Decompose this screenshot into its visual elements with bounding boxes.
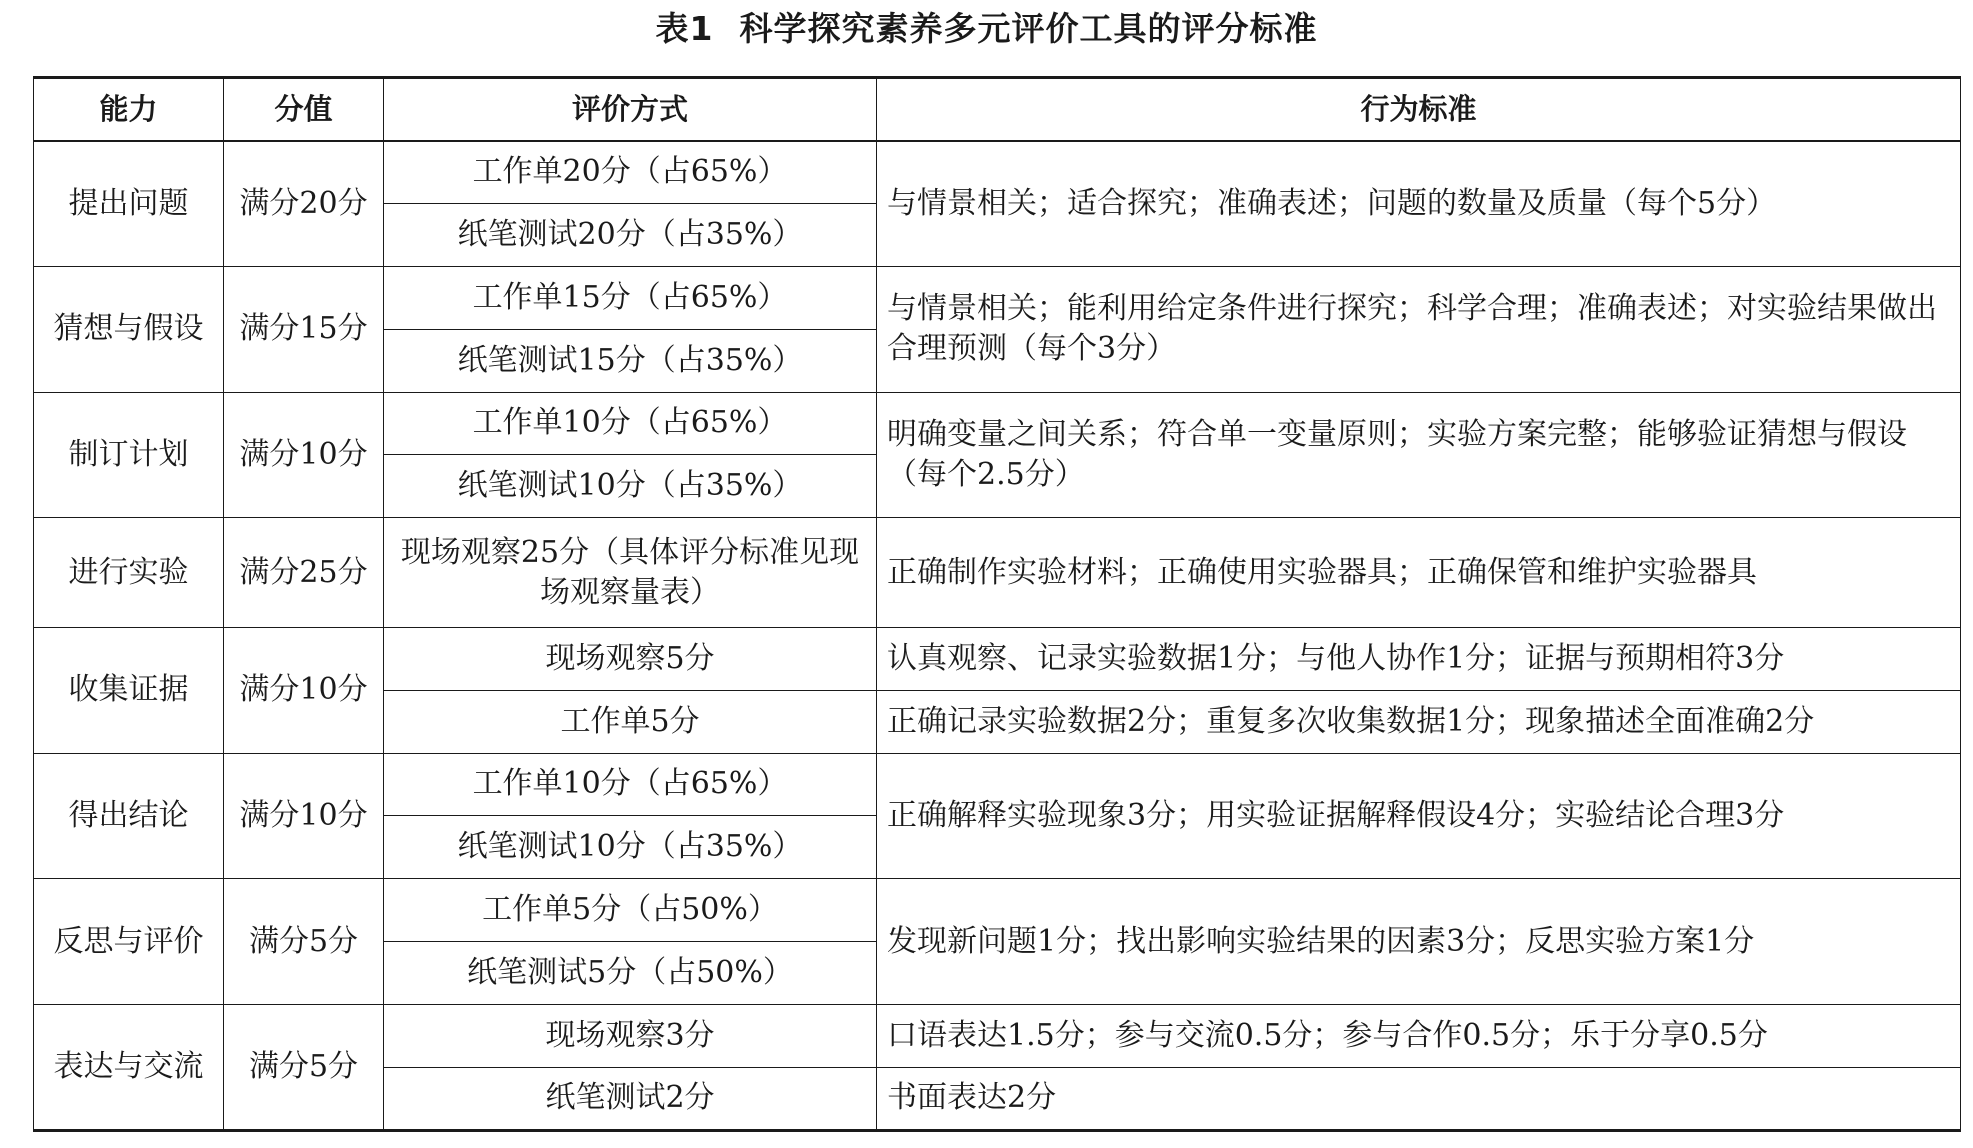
table-row — [34, 392, 1961, 455]
table-number: 表1 — [655, 9, 714, 48]
ability-cell: 得出结论 — [34, 753, 224, 879]
header-row — [34, 78, 1961, 141]
method-cell: 纸笔测试2分 — [384, 1067, 877, 1130]
table-row — [34, 627, 1961, 690]
ability-cell: 提出问题 — [34, 141, 224, 267]
method-cell: 现场观察5分 — [384, 627, 877, 690]
table-row — [34, 753, 1961, 816]
score-cell: 满分5分 — [224, 879, 384, 1005]
table-row — [34, 141, 1961, 204]
ability-cell: 收集证据 — [34, 627, 224, 753]
method-cell: 工作单10分（占65%） — [384, 392, 877, 455]
criteria-cell: 发现新问题1分；找出影响实验结果的因素3分；反思实验方案1分 — [877, 879, 1961, 1005]
method-cell: 工作单10分（占65%） — [384, 753, 877, 816]
score-cell: 满分20分 — [224, 141, 384, 267]
ability-cell: 进行实验 — [34, 518, 224, 628]
score-cell: 满分10分 — [224, 392, 384, 518]
criteria-cell: 认真观察、记录实验数据1分；与他人协作1分；证据与预期相符3分 — [877, 627, 1961, 690]
header-ability: 能力 — [34, 78, 224, 141]
criteria-cell: 书面表达2分 — [877, 1067, 1961, 1130]
criteria-cell: 正确解释实验现象3分；用实验证据解释假设4分；实验结论合理3分 — [877, 753, 1961, 879]
method-cell: 现场观察3分 — [384, 1005, 877, 1068]
criteria-cell: 与情景相关；能利用给定条件进行探究；科学合理；准确表述；对实验结果做出合理预测（每个3分） — [877, 266, 1961, 392]
score-cell: 满分10分 — [224, 627, 384, 753]
table-row — [34, 266, 1961, 329]
method-cell: 纸笔测试10分（占35%） — [384, 455, 877, 518]
method-cell: 纸笔测试5分（占50%） — [384, 942, 877, 1005]
ability-cell: 制订计划 — [34, 392, 224, 518]
method-cell: 工作单5分 — [384, 690, 877, 753]
table-row — [34, 879, 1961, 942]
ability-cell: 表达与交流 — [34, 1005, 224, 1131]
header-score: 分值 — [224, 78, 384, 141]
method-cell: 工作单15分（占65%） — [384, 266, 877, 329]
table-row — [34, 1005, 1961, 1068]
ability-cell: 反思与评价 — [34, 879, 224, 1005]
criteria-cell: 正确制作实验材料；正确使用实验器具；正确保管和维护实验器具 — [877, 518, 1961, 628]
method-cell: 现场观察25分（具体评分标准见现场观察量表） — [384, 518, 877, 628]
table-title: 科学探究素养多元评价工具的评分标准 — [739, 9, 1318, 48]
score-cell: 满分5分 — [224, 1005, 384, 1131]
method-cell: 纸笔测试20分（占35%） — [384, 203, 877, 266]
score-cell: 满分25分 — [224, 518, 384, 628]
scoring-rubric-table — [33, 76, 1961, 1132]
table-row — [34, 518, 1961, 628]
ability-cell: 猜想与假设 — [34, 266, 224, 392]
header-criteria: 行为标准 — [877, 78, 1961, 141]
table-caption — [0, 6, 1973, 52]
criteria-cell: 口语表达1.5分；参与交流0.5分；参与合作0.5分；乐于分享0.5分 — [877, 1005, 1961, 1068]
score-cell: 满分15分 — [224, 266, 384, 392]
criteria-cell: 正确记录实验数据2分；重复多次收集数据1分；现象描述全面准确2分 — [877, 690, 1961, 753]
score-cell: 满分10分 — [224, 753, 384, 879]
method-cell: 工作单5分（占50%） — [384, 879, 877, 942]
method-cell: 工作单20分（占65%） — [384, 141, 877, 204]
method-cell: 纸笔测试15分（占35%） — [384, 329, 877, 392]
criteria-cell: 与情景相关；适合探究；准确表述；问题的数量及质量（每个5分） — [877, 141, 1961, 267]
criteria-cell: 明确变量之间关系；符合单一变量原则；实验方案完整；能够验证猜想与假设（每个2.5分） — [877, 392, 1961, 518]
header-method: 评价方式 — [384, 78, 877, 141]
method-cell: 纸笔测试10分（占35%） — [384, 816, 877, 879]
